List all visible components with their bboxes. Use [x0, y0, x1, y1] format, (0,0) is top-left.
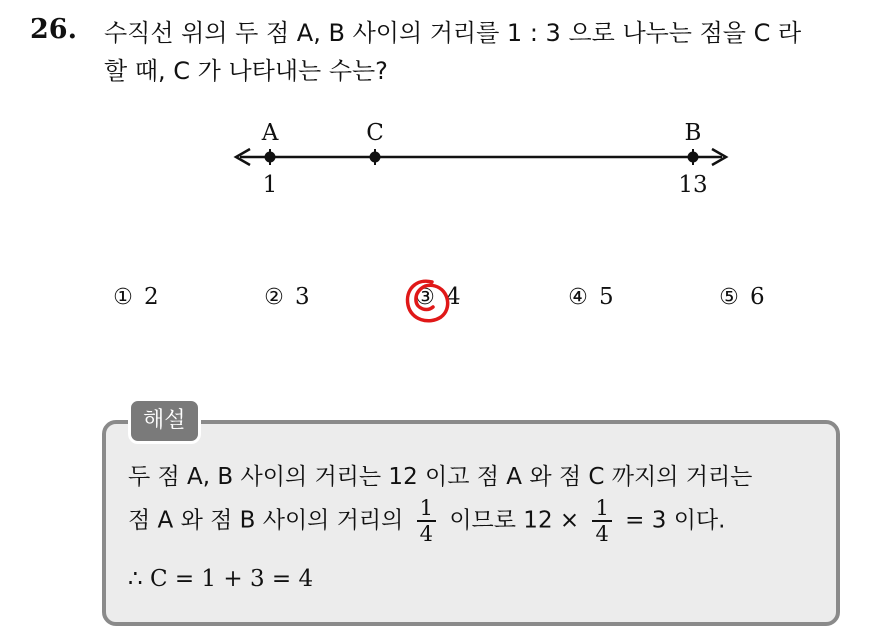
explanation-line2 — [128, 496, 725, 546]
choice-4-value: 5 — [599, 284, 614, 310]
choice-1-value: 2 — [144, 284, 159, 310]
value-a: 1 — [262, 172, 278, 198]
point-b — [688, 152, 699, 163]
answer-circle-icon — [402, 276, 454, 328]
explanation-tag: 해설 — [128, 398, 201, 444]
explanation-line2-prefix: 점 A 와 점 B 사이의 거리의 — [128, 507, 404, 534]
fraction-1-denominator: 4 — [419, 522, 434, 546]
choice-1-marker: ① — [113, 285, 133, 310]
number-line-figure — [0, 0, 884, 220]
choice-5-value: 6 — [750, 284, 765, 310]
fraction-1-numerator: 1 — [417, 496, 436, 522]
choice-3-marker: ③ — [415, 285, 435, 310]
fraction-2-numerator: 1 — [592, 496, 611, 522]
choice-2-value: 3 — [295, 284, 310, 310]
choice-2-marker: ② — [264, 285, 284, 310]
choice-4[interactable] — [565, 284, 614, 310]
explanation-line2-mid: 이므로 12 × — [449, 507, 580, 534]
question-number: 26. — [30, 14, 77, 45]
fraction-2-denominator: 4 — [595, 522, 609, 546]
choice-4-marker: ④ — [568, 285, 588, 310]
choice-3-value: 4 — [446, 284, 461, 310]
fraction-one-quarter-1 — [417, 496, 436, 546]
label-b: B — [684, 120, 702, 146]
explanation-line2-suffix: = 3 이다. — [625, 507, 726, 534]
explanation-line3: ∴ C = 1 + 3 = 4 — [128, 566, 314, 592]
label-c: C — [366, 120, 384, 146]
choice-5[interactable] — [716, 284, 765, 310]
point-a — [265, 152, 276, 163]
fraction-one-quarter-2 — [592, 496, 611, 546]
question-text-line1: 수직선 위의 두 점 A, B 사이의 거리를 1 : 3 으로 나누는 점을 C 라 — [104, 19, 802, 47]
value-b: 13 — [678, 172, 708, 198]
choice-5-marker: ⑤ — [719, 285, 739, 310]
label-a: A — [261, 120, 279, 146]
point-c — [370, 152, 381, 163]
choice-2[interactable] — [261, 284, 310, 310]
explanation-line1: 두 점 A, B 사이의 거리는 12 이고 점 A 와 점 C 까지의 거리는 — [128, 464, 753, 490]
choice-1[interactable] — [110, 284, 159, 310]
question-text-line2: 할 때, C 가 나타내는 수는? — [104, 57, 388, 85]
